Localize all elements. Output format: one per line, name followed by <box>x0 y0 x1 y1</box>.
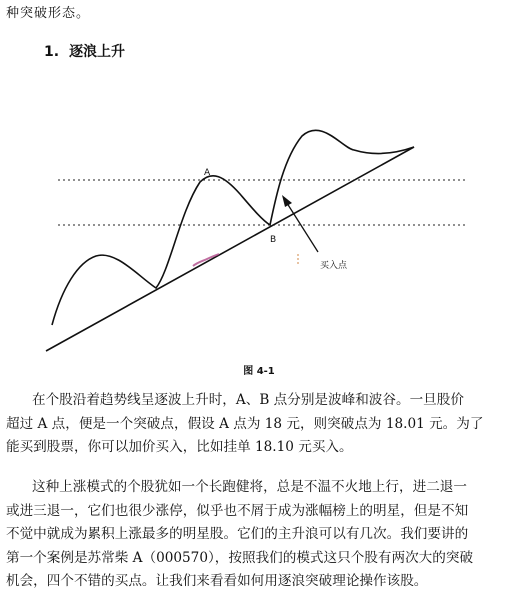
wave-curve <box>52 130 414 325</box>
paragraph-1-line: 超过 A 点，便是一个突破点，假设 A 点为 18 元，则突破点为 18.01 元。为了 <box>6 415 484 432</box>
paragraph-1 <box>6 389 514 460</box>
buy-point-label: 买入点 <box>320 261 348 271</box>
label-b: B <box>270 235 277 245</box>
paragraph-2-line: 不觉中就成为累积上涨最多的明星股。它们的主升浪可以有几次。我们要讲的 <box>6 526 469 542</box>
paragraph-1-line: 在个股沿着趋势线呈逐波上升时，A、B 点分别是波峰和波谷。一旦股价 <box>32 392 464 408</box>
arrow-head-icon <box>282 195 292 207</box>
paragraph-2-line: 机会，四个不错的买点。让我们来看看如何用逐浪突破理论操作该股。 <box>6 573 428 589</box>
paragraph-2 <box>6 476 514 594</box>
buy-point-arrow <box>285 200 318 252</box>
paragraph-2-line: 或进三退一，它们也很少涨停，似乎也不屑于成为涨幅榜上的明星，但是不知 <box>6 502 469 519</box>
paragraph-2-line: 这种上涨模式的个股犹如一个长跑健将，总是不温不火地上行，进二退一 <box>32 479 467 495</box>
section-number: 1. <box>44 44 60 60</box>
section-heading <box>44 41 125 61</box>
figure-4-1 <box>0 70 518 370</box>
section-title: 逐浪上升 <box>69 44 126 60</box>
label-a: A <box>204 168 211 178</box>
wave-diagram <box>0 70 518 370</box>
pen-mark <box>193 254 219 266</box>
paragraph-1-line: 能买到股票，你可以加价买入，比如挂单 18.10 元买入。 <box>6 439 353 455</box>
paragraph-2-line: 第一个案例是苏常柴 A（000570），按照我们的模式这只个股有两次大的突破 <box>6 549 474 566</box>
top-text: 种突破形态。 <box>6 6 91 21</box>
figure-caption: 图 4-1 <box>243 366 275 377</box>
trend-line <box>46 147 414 351</box>
